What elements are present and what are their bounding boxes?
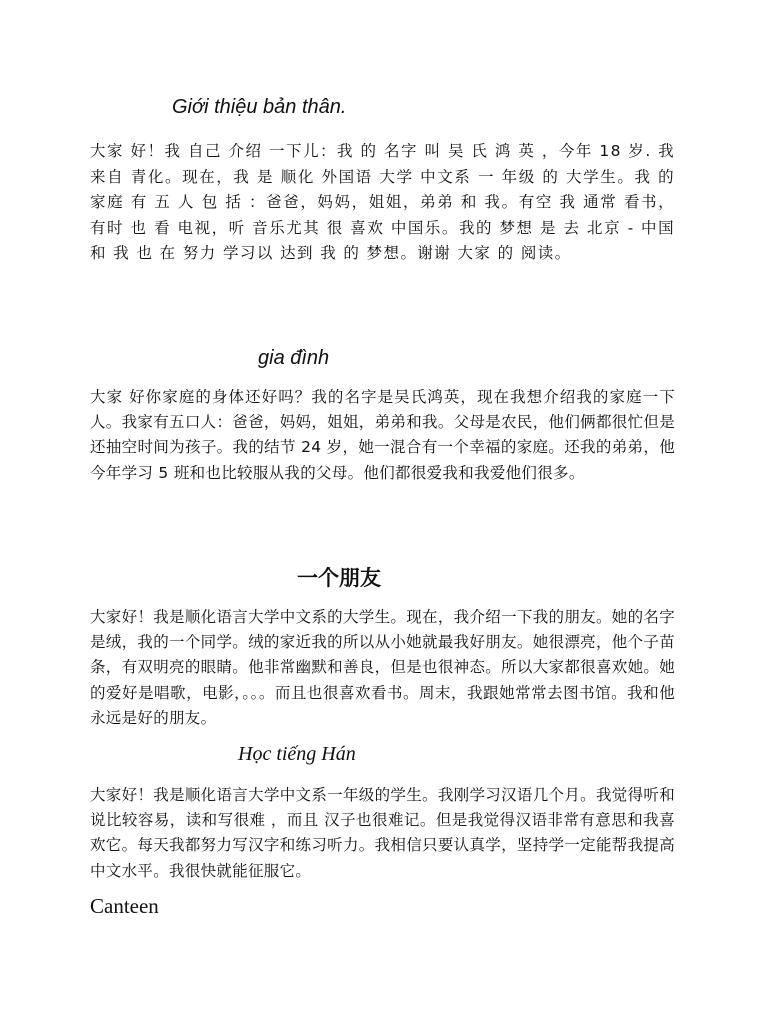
heading-canteen: Canteen <box>90 894 159 918</box>
heading-family: gia đình <box>258 347 330 369</box>
heading-learning-chinese: Học tiếng Hán <box>238 743 356 765</box>
heading-self-introduction: Giới thiệu bản thân. <box>172 96 347 118</box>
paragraph-self-introduction: 大家 好！我 自己 介绍 一下儿：我 的 名字 叫 吴 氏 鸿 英 ，今年 18 岁. 我 来自 青化。现在，我 是 顺化 外国语 大学 中文系 一 年级 的 大学生。我 的 家庭 有 五 人 包 括 ：爸爸，妈妈，姐姐，弟弟 和 我。有空 我 通常 看书， 有时 也 看 电视，听 音乐尤其 很 喜欢 中国乐。我的 梦想 是 去 北京 - 中国 和 我 也 在 努力 学习以 达到 我 的 梦想。谢谢 大家 的 阅读。 <box>90 142 675 262</box>
paragraph-a-friend: 大家好！我是顺化语言大学中文系的大学生。现在，我介绍一下我的朋友。她的名字是绒，我的一个同学。绒的家近我的所以从小她就最我好朋友。她很漂亮，他个子苗条，有双明亮的眼睛。他非常幽默和善良，但是也很神态。所以大家都很喜欢她。她的爱好是唱歌，电影，。。。而且也很喜欢看书。周末，我跟她常常去图书馆。我和他永远是好的朋友。 <box>90 608 675 727</box>
paragraph-learning-chinese: 大家好！我是顺化语言大学中文系一年级的学生。我刚学习汉语几个月。我觉得听和说比较容易，读和写很难 ，而且 汉子也很难记。但是我觉得汉语非常有意思和我喜欢它。每天我都努力写汉字和练习听力。我相信只要认真学，坚持学一定能帮我提高中文水平。我很快就能征服它。 <box>90 786 675 880</box>
paragraph-family: 大家 好你家庭的身体还好吗？我的名字是吴氏鸿英，现在我想介绍我的家庭一下人。我家有五口人：爸爸，妈妈，姐姐，弟弟和我。父母是农民，他们俩都很忙但是还抽空时间为孩子。我的结节 24 岁，她一混合有一个幸福的家庭。还我的弟弟，他 今年学习 5 班和也比较服从我的父母。他们都很爱我和我爱他们很多。 <box>90 388 675 482</box>
heading-a-friend: 一个朋友 <box>297 566 381 590</box>
